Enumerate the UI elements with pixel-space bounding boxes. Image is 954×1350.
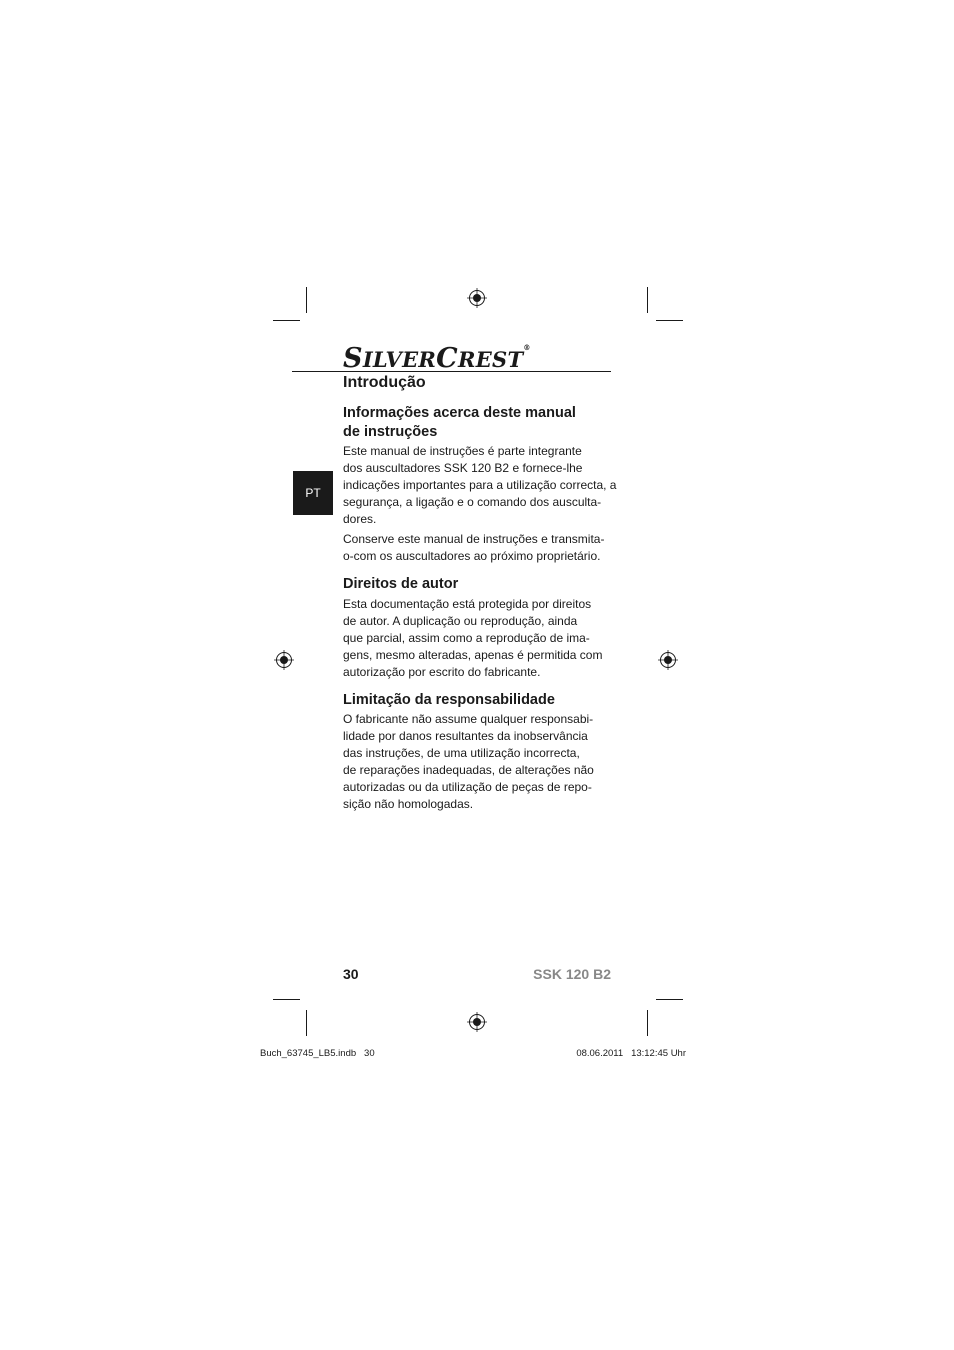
text-line: segurança, a ligação e o comando dos ausculta- [343,495,602,509]
text-line: de reparações inadequadas, de alterações não [343,763,594,777]
registration-mark-icon [467,1012,487,1032]
page-title: Introdução [343,374,426,391]
text-line: gens, mesmo alteradas, apenas é permitida com [343,648,603,662]
section-heading: Limitação da responsabilidade [343,692,555,708]
text-line: lidade por danos resultantes da inobservância [343,729,588,743]
crop-mark [647,1010,648,1036]
text-line: Esta documentação está protegida por direitos [343,597,592,611]
text-line: autorização por escrito do fabricante. [343,665,541,679]
crop-mark [306,287,307,313]
section [343,404,618,565]
text-line: o-com os auscultadores ao próximo proprietário. [343,549,601,563]
section-heading: Informações acerca deste manual [343,405,576,421]
language-tab-label: PT [305,486,321,500]
text-line: autorizadas ou da utilização de peças de repo- [343,780,592,794]
section [343,575,618,681]
text-line: dores. [343,512,377,526]
section-heading: Direitos de autor [343,576,459,592]
text-line: sição não homologadas. [343,797,474,811]
section [343,691,618,813]
text-line: dos auscultadores SSK 120 B2 e fornece-lhe [343,461,583,475]
text-line: Conserve este manual de instruções e transmita- [343,532,605,546]
crop-mark [273,999,300,1000]
registration-mark-icon [274,650,294,670]
language-tab [293,471,333,515]
crop-mark [647,287,648,313]
print-slug-timestamp: 08.06.2011 13:12:45 Uhr [576,1048,686,1059]
model-label: SSK 120 B2 [533,966,611,982]
text-line: de autor. A duplicação ou reprodução, ainda [343,614,578,628]
paragraph [343,443,618,528]
text-line: que parcial, assim como a reprodução de ima- [343,631,590,645]
registration-mark-icon [658,650,678,670]
registration-mark-icon [467,288,487,308]
crop-mark [273,320,300,321]
crop-mark [656,320,683,321]
paragraph [343,596,618,681]
paragraph [343,531,618,565]
crop-mark [656,999,683,1000]
brand-logo: SILVERCREST® [343,343,531,374]
text-line: indicações importantes para a utilização correcta, a [343,478,617,492]
text-line: Este manual de instruções é parte integrante [343,444,582,458]
page-number: 30 [343,966,359,982]
crop-mark [306,1010,307,1036]
main-content [343,372,618,813]
text-line: O fabricante não assume qualquer responsabi- [343,712,594,726]
print-slug-file: Buch_63745_LB5.indb 30 [260,1048,375,1059]
section-heading: de instruções [343,424,438,440]
paragraph [343,711,618,813]
text-line: das instruções, de uma utilização incorrecta, [343,746,580,760]
